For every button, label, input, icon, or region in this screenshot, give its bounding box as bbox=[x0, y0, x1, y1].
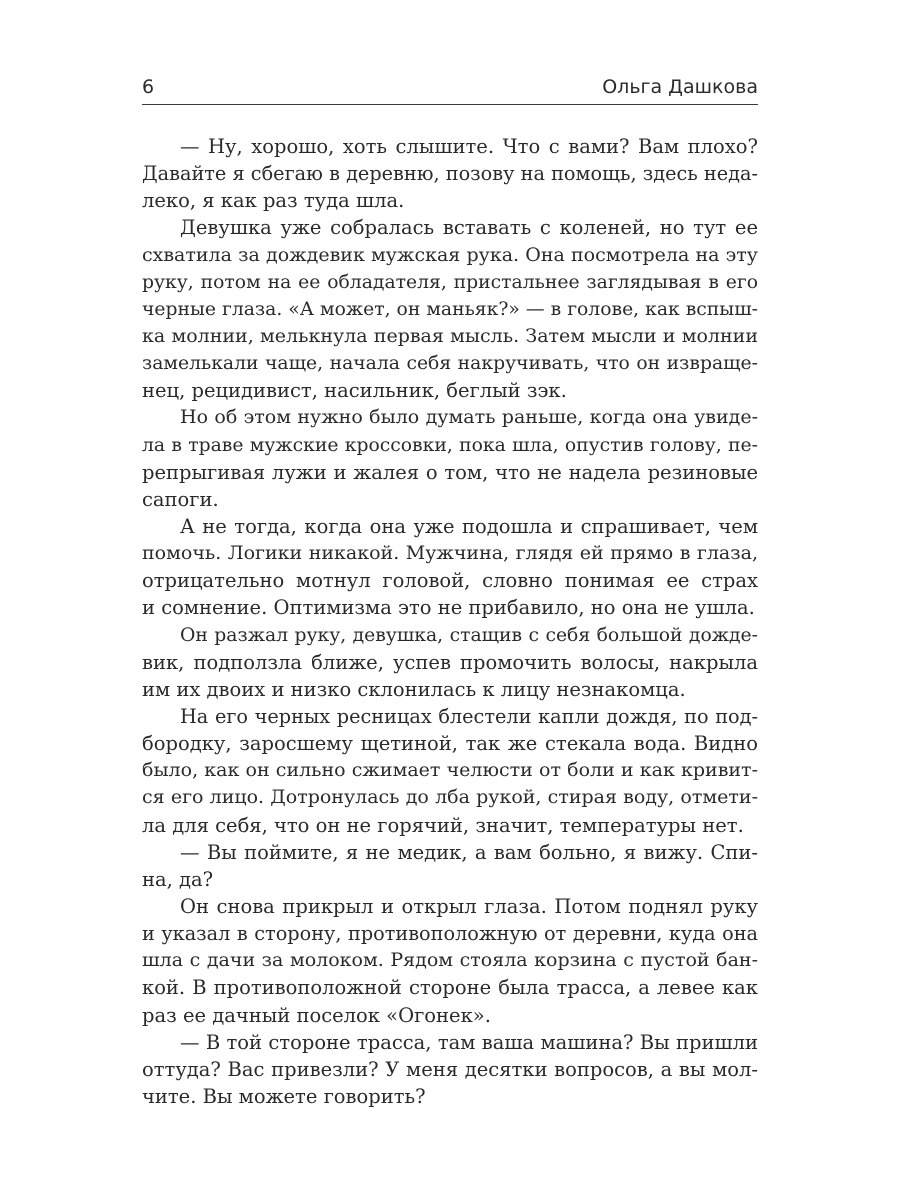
text-line: отрицательно мотнул головой, словно понимая ее страх bbox=[142, 569, 758, 593]
text-line: кой. В противоположной стороне была трасса, а левее как bbox=[142, 976, 758, 1000]
text-line: черные глаза. «А может, он маньяк?» — в голове, как вспыш- bbox=[142, 298, 758, 320]
text-line: было, как он сильно сжимает челюсти от боли и как кривит- bbox=[142, 759, 758, 782]
text-line: — В той стороне трасса, там ваша машина? Вы пришли bbox=[180, 1030, 758, 1054]
text-line: ся его лицо. Дотронулась до лба рукой, стирая воду, отмети- bbox=[142, 786, 758, 809]
text-line: Он разжал руку, девушка, стащив с себя большой дожде- bbox=[180, 624, 758, 646]
text-line: На его черных ресницах блестели капли дождя, по под- bbox=[180, 704, 758, 728]
text-line: и указал в сторону, противоположную от деревни, куда она bbox=[142, 922, 758, 946]
text-line: леко, я как раз туда шла. bbox=[142, 189, 405, 213]
text-line: Девушка уже собралась вставать с коленей, но тут ее bbox=[180, 216, 758, 240]
text-line: бородку, заросшему щетиной, так же стекала вода. Видно bbox=[142, 732, 758, 756]
text-line: чите. Вы можете говорить? bbox=[142, 1084, 426, 1108]
text-line: нец, рецидивист, насильник, беглый зэк. bbox=[142, 379, 567, 403]
text-line: раз ее дачный поселок «Огонек». bbox=[142, 1003, 491, 1027]
text-line: репрыгивая лужи и жалея о том, что не надела резиновые bbox=[142, 460, 758, 484]
text-line: им их двоих и низко склонилась к лицу незнакомца. bbox=[142, 677, 686, 701]
text-line: ла для себя, что он не горячий, значит, температуры нет. bbox=[142, 813, 744, 837]
text-line: вик, подползла ближе, успев промочить волосы, накрыла bbox=[142, 650, 758, 674]
text-line: оттуда? Вас привезли? У меня десятки вопросов, а вы мол- bbox=[142, 1057, 758, 1081]
text-line: и сомнение. Оптимизма это не прибавило, но она не ушла. bbox=[142, 596, 755, 620]
running-header bbox=[142, 74, 758, 105]
text-line: — Ну, хорошо, хоть слышите. Что с вами? Вам плохо? bbox=[180, 135, 758, 158]
text-line: ла в траве мужские кроссовки, пока шла, опустив голову, пе- bbox=[142, 434, 758, 456]
text-line: ка молнии, мелькнула первая мысль. Затем мысли и молнии bbox=[142, 324, 758, 347]
text-line: сапоги. bbox=[142, 487, 219, 511]
text-line: Он снова прикрыл и открыл глаза. Потом поднял руку bbox=[180, 894, 758, 918]
text-line: на, да? bbox=[142, 867, 214, 891]
text-line: замелькали чаще, начала себя накручивать, что он извраще- bbox=[142, 353, 758, 375]
text-line: А не тогда, когда она уже подошла и спрашивает, чем bbox=[180, 514, 758, 538]
page-number: 6 bbox=[142, 76, 155, 98]
text-line: помочь. Логики никакой. Мужчина, глядя ей прямо в глаза, bbox=[142, 542, 758, 565]
author-name: Ольга Дашкова bbox=[602, 76, 758, 98]
text-line: схватила за дождевик мужская рука. Она посмотрела на эту bbox=[142, 243, 758, 266]
text-body bbox=[142, 133, 758, 1110]
text-line: руку, потом на ее обладателя, пристальнее заглядывая в его bbox=[142, 271, 758, 293]
text-line: Но об этом нужно было думать раньше, когда она увиде- bbox=[180, 406, 758, 429]
text-line: шла с дачи за молоком. Рядом стояла корзина с пустой бан- bbox=[142, 949, 758, 972]
text-line: — Вы поймите, я не медик, а вам больно, я вижу. Спи- bbox=[180, 840, 758, 864]
text-line: Давайте я сбегаю в деревню, позову на помощь, здесь неда- bbox=[142, 162, 758, 186]
